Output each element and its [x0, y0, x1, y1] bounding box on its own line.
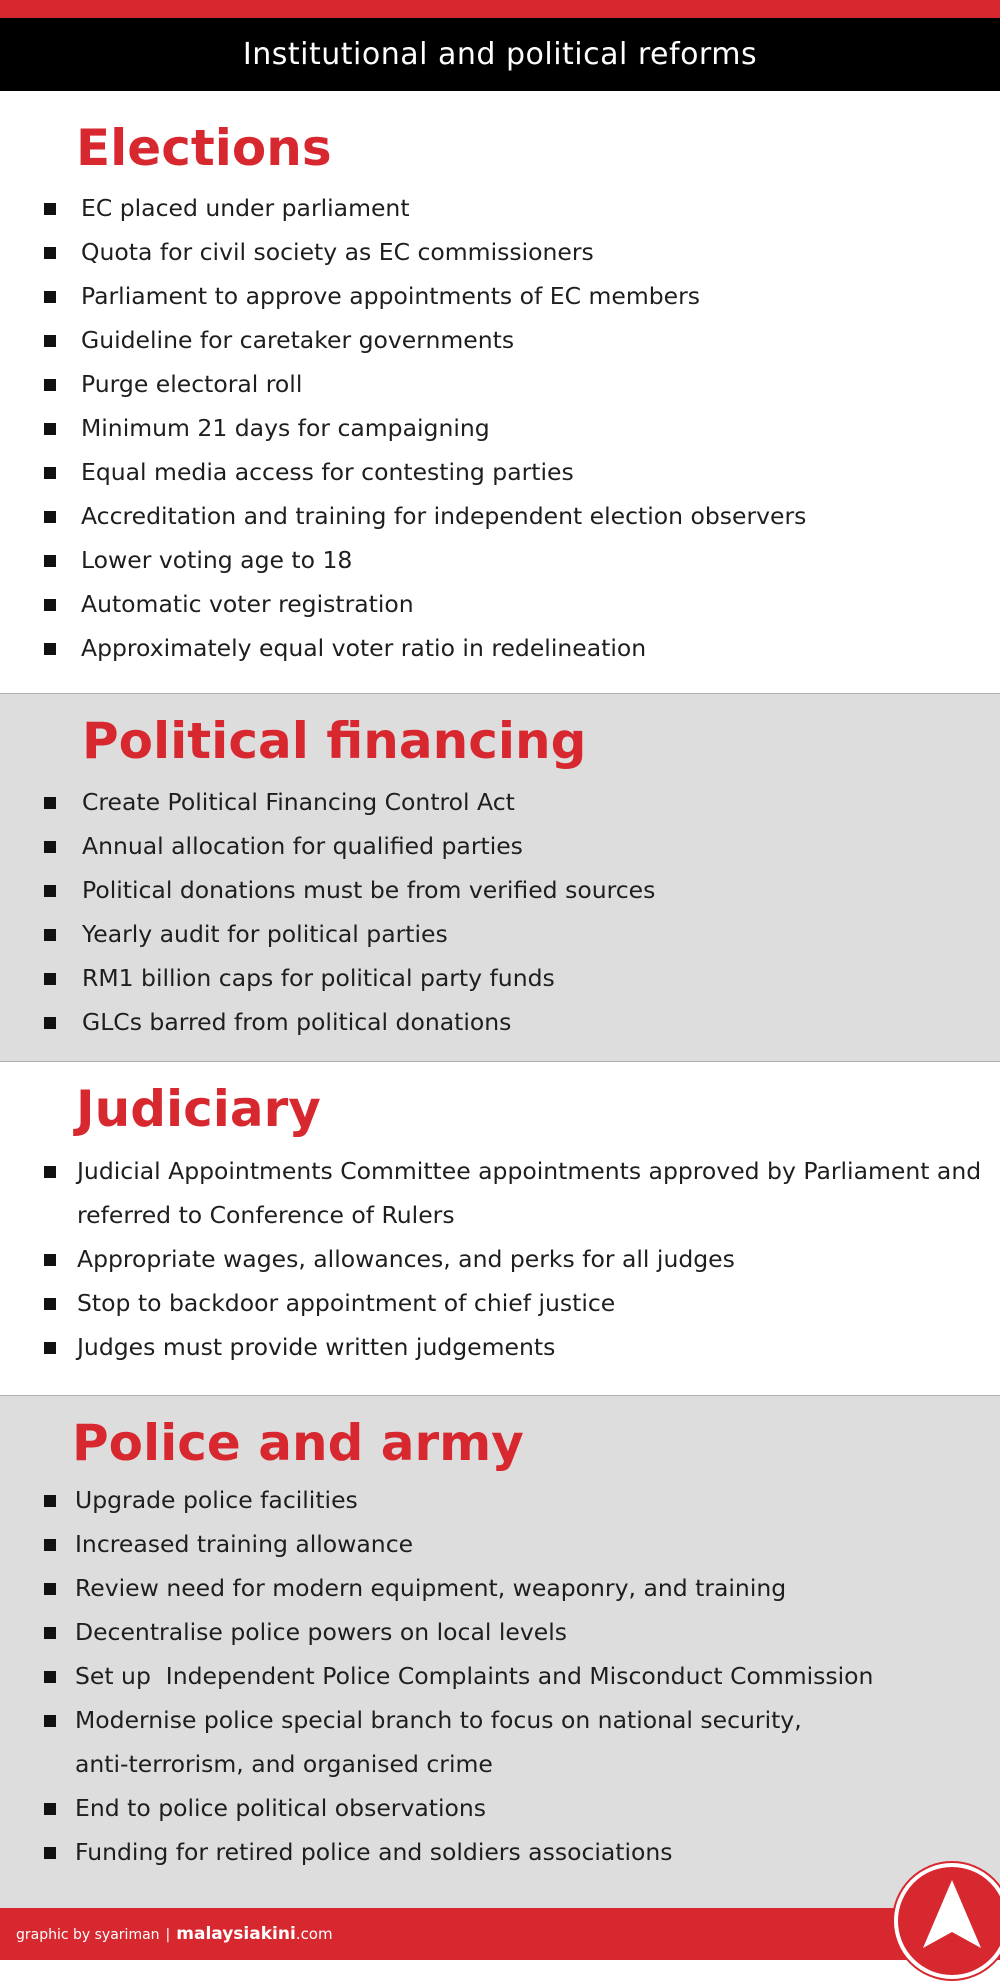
square-bullet-icon	[44, 1539, 56, 1551]
square-bullet-icon	[44, 247, 56, 259]
credit-text: graphic by syariman	[16, 1927, 160, 1943]
square-bullet-icon	[44, 291, 56, 303]
page-title: Institutional and political reforms	[0, 18, 1000, 91]
list-item: EC placed under parliament	[0, 186, 1000, 230]
list-item: Minimum 21 days for campaigning	[0, 406, 1000, 450]
list-item: Lower voting age to 18	[0, 538, 1000, 582]
square-bullet-icon	[44, 841, 56, 853]
list-item: Upgrade police facilities	[0, 1478, 1000, 1522]
list-item: Create Political Financing Control Act	[0, 780, 1000, 824]
square-bullet-icon	[44, 1715, 56, 1727]
elections-list	[0, 186, 1000, 670]
list-item: Accreditation and training for independent election observers	[0, 494, 1000, 538]
list-item: Set up Independent Police Complaints and Misconduct Commission	[0, 1654, 1000, 1698]
square-bullet-icon	[44, 599, 56, 611]
square-bullet-icon	[44, 1583, 56, 1595]
square-bullet-icon	[44, 929, 56, 941]
list-item: Judicial Appointments Committee appointments approved by Parliament and	[0, 1149, 1000, 1193]
list-item: Parliament to approve appointments of EC members	[0, 274, 1000, 318]
list-item: Yearly audit for political parties	[0, 912, 1000, 956]
section-heading-political-financing: Political financing	[82, 712, 587, 770]
square-bullet-icon	[44, 203, 56, 215]
police-list	[0, 1478, 1000, 1874]
list-item: RM1 billion caps for political party funds	[0, 956, 1000, 1000]
section-police-and-army	[0, 1395, 1000, 1908]
square-bullet-icon	[44, 423, 56, 435]
square-bullet-icon	[44, 643, 56, 655]
section-heading-police-and-army: Police and army	[72, 1414, 524, 1472]
square-bullet-icon	[44, 1627, 56, 1639]
financing-list	[0, 780, 1000, 1044]
square-bullet-icon	[44, 1495, 56, 1507]
brand-domain: .com	[295, 1925, 333, 1943]
square-bullet-icon	[44, 335, 56, 347]
square-bullet-icon	[44, 1166, 56, 1178]
list-item: Modernise police special branch to focus on national security,	[0, 1698, 1000, 1742]
square-bullet-icon	[44, 555, 56, 567]
list-item: Appropriate wages, allowances, and perks for all judges	[0, 1237, 1000, 1281]
list-item: Decentralise police powers on local levels	[0, 1610, 1000, 1654]
list-item: Judges must provide written judgements	[0, 1325, 1000, 1369]
square-bullet-icon	[44, 1847, 56, 1859]
list-item: Quota for civil society as EC commissioners	[0, 230, 1000, 274]
square-bullet-icon	[44, 467, 56, 479]
section-judiciary	[0, 1061, 1000, 1395]
list-item: Stop to backdoor appointment of chief justice	[0, 1281, 1000, 1325]
list-item: Guideline for caretaker governments	[0, 318, 1000, 362]
square-bullet-icon	[44, 379, 56, 391]
list-item: End to police political observations	[0, 1786, 1000, 1830]
square-bullet-icon	[44, 1254, 56, 1266]
square-bullet-icon	[44, 1803, 56, 1815]
square-bullet-icon	[44, 797, 56, 809]
square-bullet-icon	[44, 1671, 56, 1683]
list-item-continuation: referred to Conference of Rulers	[77, 1201, 455, 1229]
square-bullet-icon	[44, 885, 56, 897]
footer-bar	[0, 1908, 1000, 1960]
square-bullet-icon	[44, 1017, 56, 1029]
section-elections	[0, 91, 1000, 693]
list-item: Equal media access for contesting parties	[0, 450, 1000, 494]
list-item: Automatic voter registration	[0, 582, 1000, 626]
judiciary-list	[0, 1149, 1000, 1369]
list-item: GLCs barred from political donations	[0, 1000, 1000, 1044]
list-item: Funding for retired police and soldiers associations	[0, 1830, 1000, 1874]
malaysiakini-arrow-logo-icon	[889, 1858, 1000, 1984]
list-item-continuation: anti-terrorism, and organised crime	[75, 1750, 493, 1778]
list-item: Review need for modern equipment, weaponry, and training	[0, 1566, 1000, 1610]
square-bullet-icon	[44, 511, 56, 523]
footer-credit	[16, 1924, 333, 1944]
square-bullet-icon	[44, 1342, 56, 1354]
section-heading-elections: Elections	[76, 119, 332, 177]
square-bullet-icon	[44, 973, 56, 985]
top-accent-bar	[0, 0, 1000, 18]
section-political-financing	[0, 693, 1000, 1061]
brand-name: malaysiakini	[176, 1924, 296, 1944]
section-heading-judiciary: Judiciary	[76, 1080, 321, 1138]
list-item: Political donations must be from verified sources	[0, 868, 1000, 912]
list-item: Purge electoral roll	[0, 362, 1000, 406]
square-bullet-icon	[44, 1298, 56, 1310]
list-item: Increased training allowance	[0, 1522, 1000, 1566]
list-item: Annual allocation for qualified parties	[0, 824, 1000, 868]
list-item: Approximately equal voter ratio in redelineation	[0, 626, 1000, 670]
credit-separator: |	[165, 1927, 171, 1943]
